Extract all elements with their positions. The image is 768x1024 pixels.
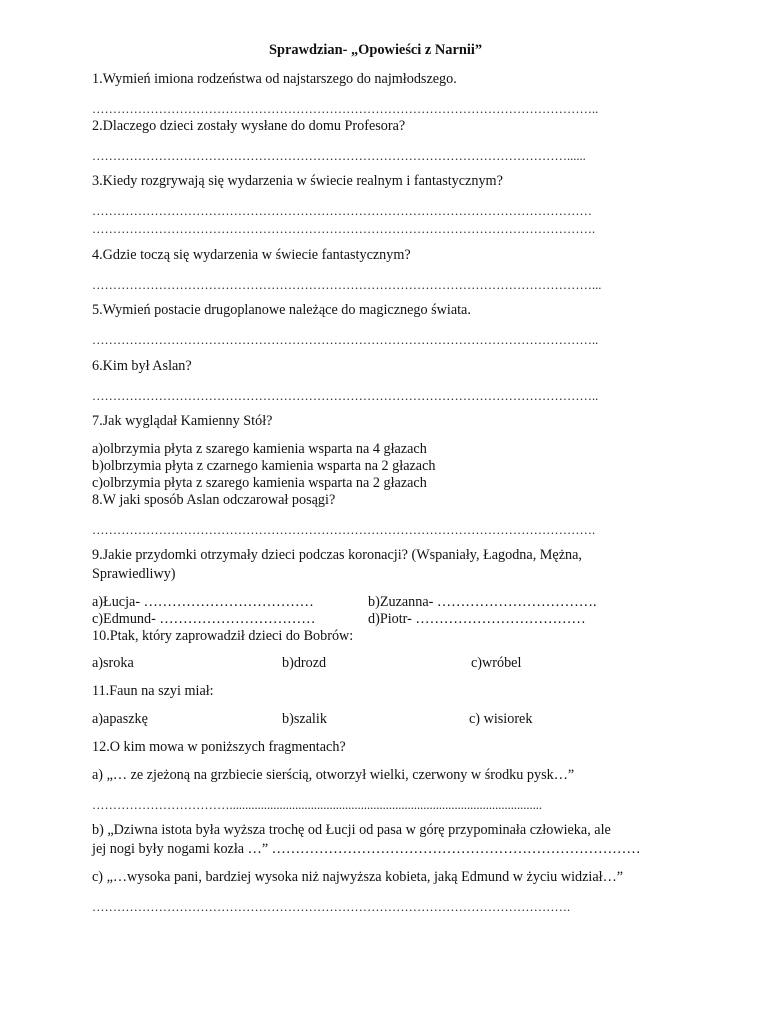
question-12: 12.O kim mowa w poniższych fragmentach?: [92, 739, 346, 755]
question-6: 6.Kim był Aslan?: [92, 358, 192, 374]
answer-line-4: …………………………………………………………………………………………………………...: [92, 278, 602, 292]
question-5: 5.Wymień postacie drugoplanowe należące do magicznego świata.: [92, 302, 471, 318]
page-title: Sprawdzian- „Opowieści z Narnii”: [269, 42, 483, 58]
option-10b: b)drozd: [282, 655, 327, 671]
question-9-line-1: 9.Jakie przydomki otrzymały dzieci podczas koronacji? (Wspaniały, Łagodna, Mężna,: [92, 547, 582, 563]
answer-line-3b: ………………………………………………………………………………………………………….: [92, 222, 596, 236]
option-7a: a)olbrzymia płyta z szarego kamienia wsparta na 4 głazach: [92, 441, 427, 457]
option-11a: a)apaszkę: [92, 711, 148, 727]
option-7b: b)olbrzymia płyta z czarnego kamienia wsparta na 2 głazach: [92, 458, 436, 474]
answer-line-8: ………………………………………………………………………………………………………….: [92, 523, 596, 537]
answer-line-3a: …………………………………………………………………………………………………………: [92, 204, 592, 218]
question-3: 3.Kiedy rozgrywają się wydarzenia w świecie realnym i fantastycznym?: [92, 173, 503, 189]
fragment-12b-line-2: jej nogi były nogami kozła …” ……………………………………………………………………: [92, 841, 641, 857]
option-9b: b)Zuzanna- …………………………….: [368, 594, 597, 610]
question-7: 7.Jak wyglądał Kamienny Stół?: [92, 413, 273, 429]
fragment-12c: c) „…wysoka pani, bardziej wysoka niż najwyższa kobieta, jaką Edmund w życiu widział…”: [92, 869, 624, 885]
option-9a: a)Łucja- ………………………………: [92, 594, 314, 610]
answer-line-12c: …………………………………………………………………………………………………….: [92, 900, 571, 914]
question-1: 1.Wymień imiona rodzeństwa od najstarszego do najmłodszego.: [92, 71, 457, 87]
question-10: 10.Ptak, który zaprowadził dzieci do Bobrów:: [92, 628, 354, 644]
answer-line-6: …………………………………………………………………………………………………………..: [92, 389, 599, 403]
option-9d: d)Piotr- ………………………………: [368, 611, 586, 627]
question-2: 2.Dlaczego dzieci zostały wysłane do domu Profesora?: [92, 118, 406, 134]
fragment-12a: a) „… ze zjeżoną na grzbiecie sierścią, otworzył wielki, czerwony w środku pysk…”: [92, 767, 575, 783]
answer-line-12a: ……………………………....................................................................................................: [92, 798, 542, 812]
option-7c: c)olbrzymia płyta z szarego kamienia wsparta na 2 głazach: [92, 475, 427, 491]
question-8: 8.W jaki sposób Aslan odczarował posągi?: [92, 492, 336, 508]
answer-line-5: …………………………………………………………………………………………………………..: [92, 333, 599, 347]
option-11c: c) wisiorek: [469, 711, 533, 727]
option-10c: c)wróbel: [471, 655, 522, 671]
question-4: 4.Gdzie toczą się wydarzenia w świecie fantastycznym?: [92, 247, 411, 263]
option-11b: b)szalik: [282, 711, 327, 727]
fragment-12b-line-1: b) „Dziwna istota była wyższa trochę od Łucji od pasa w górę przypominała człowieka, ale: [92, 822, 611, 838]
question-9-line-2: Sprawiedliwy): [92, 566, 176, 582]
option-9c: c)Edmund- ……………………………: [92, 611, 316, 627]
answer-line-2: ……………………………………………………………………………………………………......: [92, 149, 586, 163]
option-10a: a)sroka: [92, 655, 134, 671]
answer-line-1: …………………………………………………………………………………………………………..: [92, 102, 599, 116]
question-11: 11.Faun na szyi miał:: [92, 683, 214, 699]
